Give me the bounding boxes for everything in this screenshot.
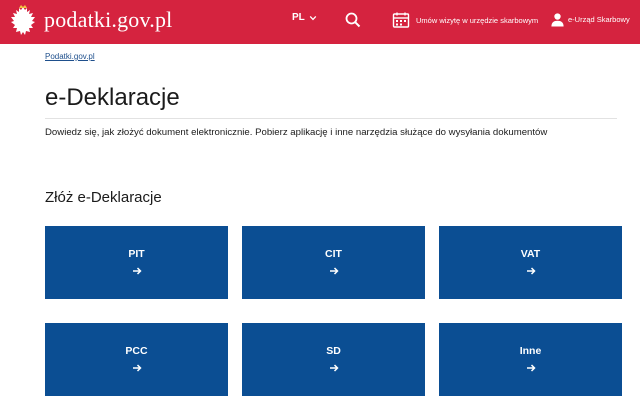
e-urzad-skarbowy-link[interactable] [550,12,630,27]
tile-label: Inne [519,345,542,357]
book-visit-link[interactable] [392,11,538,29]
arrow-right-icon [526,266,536,276]
tile-label: CIT [325,248,342,260]
page-title: e-Deklaracje [45,84,180,111]
search-icon[interactable] [344,11,362,29]
site-name[interactable]: podatki.gov.pl [44,7,173,32]
user-icon [550,12,565,27]
top-navigation-bar [0,0,640,44]
arrow-right-icon [329,266,339,276]
language-label: PL [292,12,305,23]
breadcrumb-home-link[interactable]: Podatki.gov.pl [45,52,95,61]
tile-label: PIT [128,248,145,260]
arrow-right-icon [526,363,536,373]
book-visit-label: Umów wizytę w urzędzie skarbowym [416,15,539,25]
arrow-right-icon [132,363,142,373]
chevron-down-icon [309,14,317,22]
language-selector[interactable] [292,12,317,23]
title-divider [45,118,617,119]
tile-label: VAT [520,248,541,260]
e-urzad-skarbowy-label: e-Urząd Skarbowy [568,15,630,24]
tile-pcc[interactable] [45,323,228,396]
calendar-icon [392,11,410,29]
page-lead-text: Dowiedz się, jak złożyć dokument elektronicznie. Pobierz aplikację i inne narzędzia służące do wysyłania dokumentów [45,127,548,138]
tile-cit[interactable] [242,226,425,299]
tile-pit[interactable] [45,226,228,299]
tile-label: SD [326,345,341,357]
section-title: Złóż e-Deklaracje [45,189,162,206]
tile-vat[interactable] [439,226,622,299]
tile-inne[interactable] [439,323,622,396]
tile-label: PCC [125,345,148,357]
arrow-right-icon [329,363,339,373]
polish-eagle-emblem-icon[interactable] [8,4,38,40]
arrow-right-icon [132,266,142,276]
tile-sd[interactable] [242,323,425,396]
